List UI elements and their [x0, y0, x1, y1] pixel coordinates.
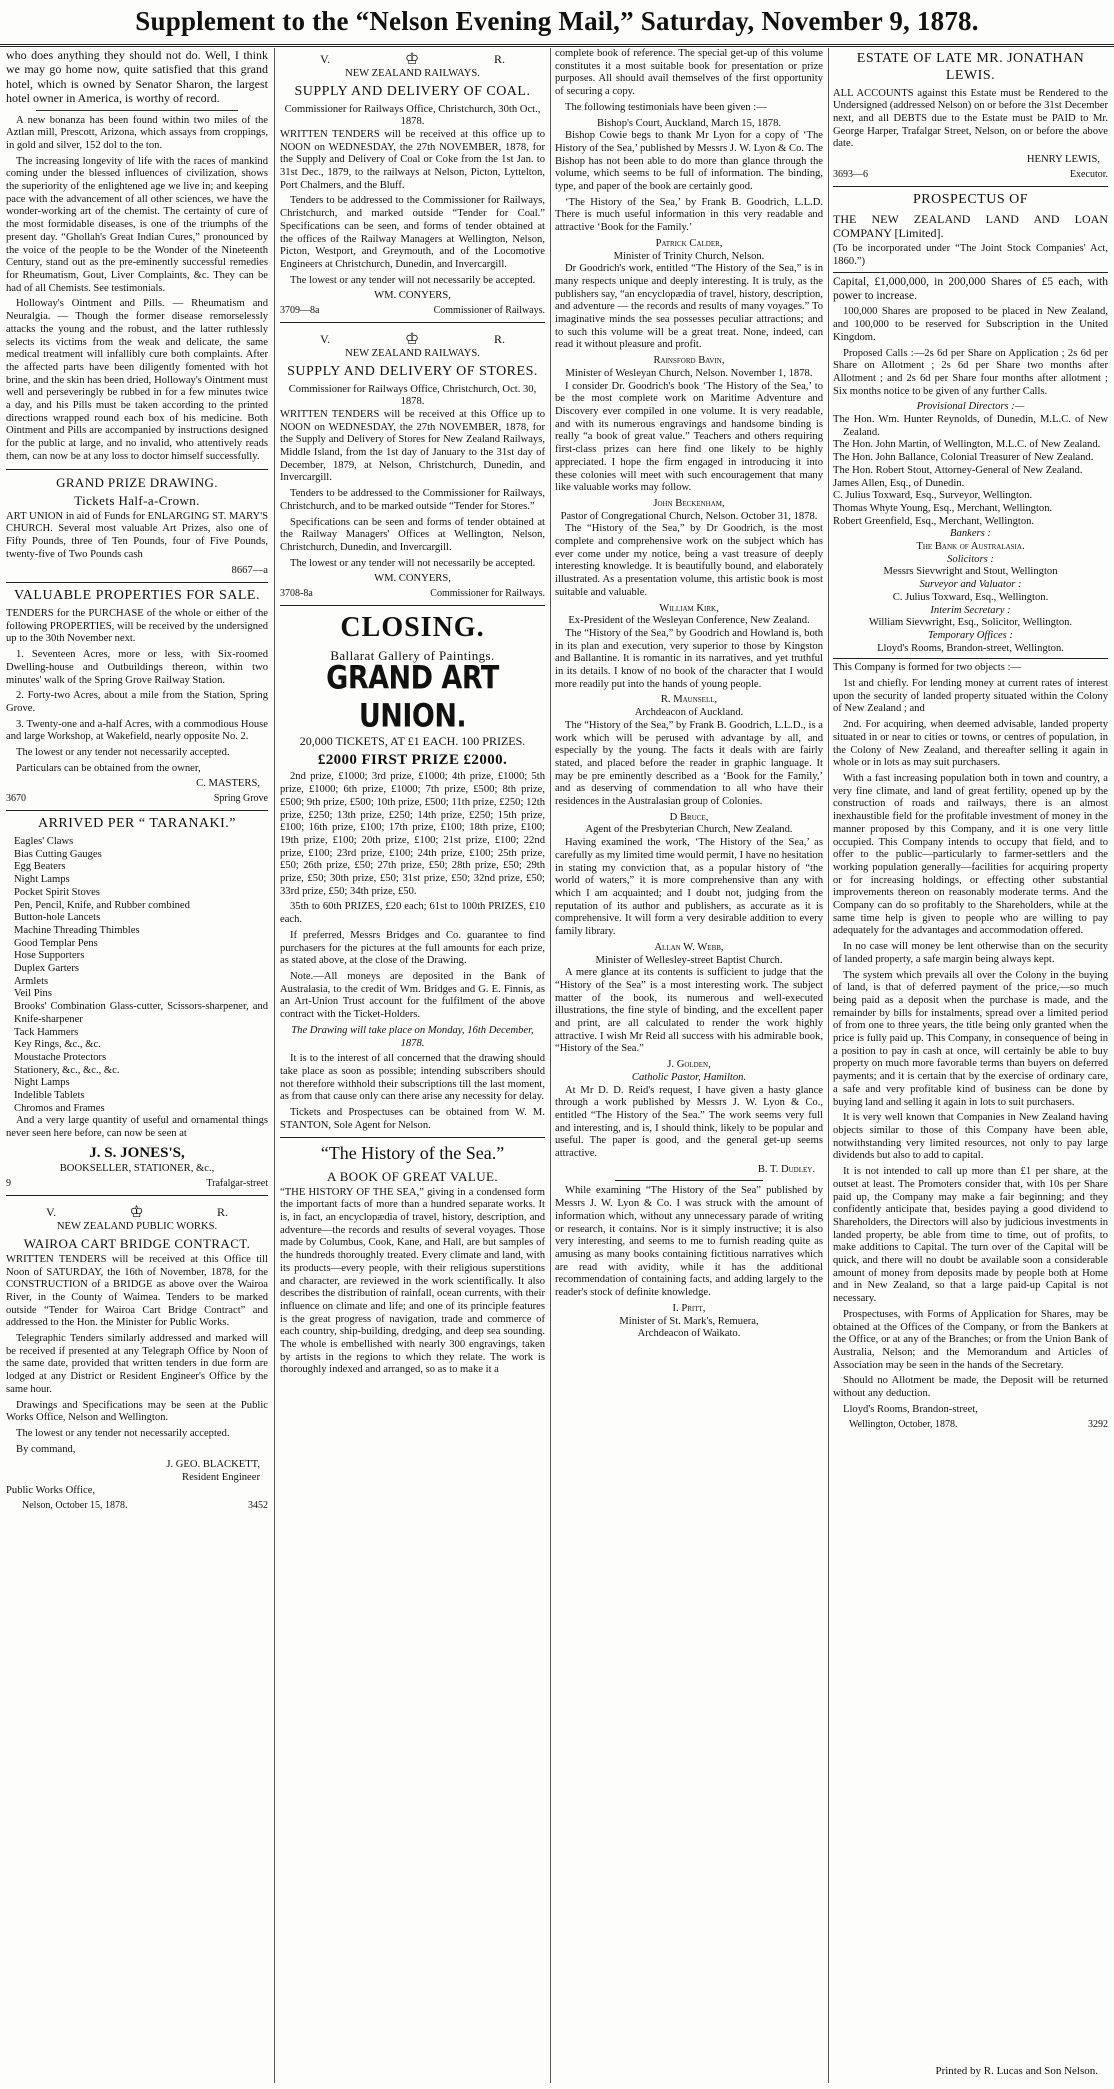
shop-name: J. S. JONES'S,: [89, 1144, 185, 1161]
t6-body: The “History of the Sea,” by Goodrich and Howland is, both in its plan and execution, very superior to those by Kingston and Ballantine. It is romantic in its narratives, and yet truthful in its details. I know of no book of the character that I would more readily put into the hands of young people.: [555, 627, 823, 690]
director-item: James Allen, Esq., of Dunedin.: [833, 477, 965, 489]
crown-v: V.: [320, 52, 331, 66]
arrived-heading: ARRIVED PER “ TARANAKI.”: [37, 816, 237, 832]
divider: [833, 272, 1108, 273]
column-rule: [274, 48, 275, 2083]
property-1: 1. Seventeen Acres, more or less, with Six-roomed Dwelling-house and Outbuildings thereon, within two minutes' walk of the Spring Grove Railway Station.: [6, 649, 268, 686]
goods-list-item: Good Templar Pens: [14, 937, 98, 949]
estate-signature: HENRY LEWIS,: [1026, 154, 1100, 166]
drawing-date: The Drawing will take place on Monday, 16th December, 1878.: [291, 1024, 534, 1049]
goods-list-item: Tack Hammers: [14, 1026, 79, 1038]
goods-list-item: Bias Cutting Gauges: [14, 848, 102, 860]
history-continued: complete book of reference. The special get-up of this volume constitutes it a most suitable book for presentation or prize purposes. All should avail themselves of the first opportunity of securing a copy.: [555, 48, 823, 98]
t6-signature: R. Maunsell,: [660, 694, 718, 706]
t1-place: Bishop's Court, Auckland, March 15, 1878.: [596, 117, 782, 129]
prize-tickets: Tickets Half-a-Crown.: [74, 493, 200, 509]
t4-body: I consider Dr. Goodrich's book ‘The History of the Sea,’ to be the most complete work on Maritime Adventure and Discovery ever compiled in one volume. It is very readable, and with its numerous engravings and handsome binding is really “a book of great value.” Teachers and others requiring first-class prizes can here find one likely to be highly appreciated. I hope the firm engaged in introducing it into these colonies will meet with such encouragement that many like valuable works may follow.: [555, 380, 823, 494]
stores-signature: WM. CONYERS,: [374, 573, 451, 585]
director-item: Thomas Whyte Young, Esq., Merchant, Wellington.: [833, 502, 1053, 514]
t10-body: At Mr D. D. Reid's request, I have given a hasty glance through a work published by Messrs J. W. Lyon & Co., entitled “The History of the Sea.” The work seems very full and interesting, and is, I should think, likely to be popular and useful. The paper is good, and the general get-up seems attractive.: [555, 1084, 823, 1160]
history-subheading: A BOOK OF GREAT VALUE.: [327, 1169, 498, 1185]
stores-p2: Tenders to be addressed to the Commissioner for Railways, Christchurch, and to be marked outside “Tender for Stores.”: [280, 488, 545, 512]
column-rule: [828, 48, 829, 2083]
coal-heading: SUPPLY AND DELIVERY OF COAL.: [294, 83, 531, 99]
divider: [6, 469, 268, 470]
coal-p2: Tenders to be addressed to the Commissioner for Railways, Christchurch, and marked outside “Tender for Coal.” Specifications can be seen, and forms of tender obtained at the offices of the Railway Managers at Wellington, Nelson, Picton, Westport, and Greymouth, and of the Locomotive Engineers at Christchurch, Dunedin, and Invercargill.: [280, 195, 545, 270]
bridge-office: Public Works Office,: [6, 1484, 96, 1496]
crown-r: R.: [493, 52, 505, 66]
prospectus-p2: In no case will money be lent otherwise than on the security of landed property, a safe margin being always kept.: [833, 941, 1108, 965]
secretary-heading: Interim Secretary :: [930, 604, 1011, 616]
estate-heading: ESTATE OF LATE MR. JONATHAN LEWIS.: [856, 51, 1085, 83]
surveyor: C. Julius Toxward, Esq., Wellington.: [892, 591, 1049, 603]
closing-heading: CLOSING.: [340, 612, 485, 644]
properties-place: Spring Grove: [213, 793, 268, 805]
bridge-drawings: Drawings and Specifications may be seen at the Public Works Office, Nelson and Wellington.: [6, 1399, 268, 1424]
crown-icon: ♔: [129, 1203, 144, 1221]
divider: [615, 1180, 763, 1181]
holloway-paragraph: Holloway's Ointment and Pills. — Rheumatism and Neuralgia. — Though the former disease remorselessly attacks the young and the robust, and the latter ruthlessly selects its victims from the weak and delicate, the same medical treatment will infallibly cure both complaints. After the affected parts have been diligently fomented with hot brine, and the skin has been dried, Holloway's Ointment must well and perseveringly be rubbed in for a few minutes twice a day, and his Pills must be taken according to the printed directions wrapped round each box of his medicine. Both Ointment and Pills are accompanied by instructions designed for the public at large, and no invalid, who attentively reads them, can now be at any loss to doctor himself successfully.: [6, 298, 268, 462]
t1-body: Bishop Cowie begs to thank Mr Lyon for a copy of ‘The History of the Sea,’ published by Messrs J. W. Lyon & Co. The Bishop has not been able to do more than glance through the volume, which seems to be full of information. The binding, type, and paper of the book are certainly good.: [555, 130, 823, 193]
offices: Lloyd's Rooms, Brandon-street, Wellington.: [877, 642, 1064, 654]
coal-title: Commissioner of Railways.: [433, 305, 545, 317]
estate-body: ALL ACCOUNTS against this Estate must be Rendered to the Undersigned (addressed Nelson) on or before the 31st December next, and all DEBTS due to the Estate must be PAID to Mr. George Harper, Trafalgar Street, Nelson, on or before the above date.: [833, 87, 1108, 150]
t8-title: Minister of Wellesley-street Baptist Church.: [595, 954, 783, 966]
column-3: [555, 48, 823, 2083]
t5-signature: William Kirk,: [659, 602, 719, 614]
stores-heading: SUPPLY AND DELIVERY OF STORES.: [287, 363, 538, 379]
column-4: [833, 48, 1108, 2083]
properties-particulars: Particulars can be obtained from the owner,: [16, 762, 201, 774]
shop-address: Trafalgar-street: [206, 1177, 268, 1189]
divider: [6, 1195, 268, 1196]
coal-body: WRITTEN TENDERS will be received at this office up to NOON on WEDNESDAY, the 27th NOVEMBER, 1878, for the Supply and Delivery of Coal or Coke from the 1st Jan. to 31st Dec., 1879, to the railways at Nelson, Picton, Lyttelton, Port Chalmers, and the Bluff.: [280, 128, 545, 191]
divider: [280, 322, 545, 323]
prospectus-ref: 3292: [1088, 1419, 1108, 1431]
t9-title: Catholic Pastor, Hamilton.: [631, 1071, 747, 1083]
coal-signature: WM. CONYERS,: [374, 290, 451, 302]
grand-art-union: GRAND ART UNION.: [326, 659, 499, 736]
t2-body: ‘The History of the Sea,’ by Frank B. Goodrich, L.L.D. There is much useful information in this very readable and attractive ‘Book for the Family.’: [555, 196, 823, 234]
crown-v: V.: [46, 1204, 57, 1219]
bridge-date: Nelson, October 15, 1878.: [22, 1499, 128, 1511]
director-item: The Hon. Robert Stout, Attorney-General of New Zealand.: [833, 464, 1083, 476]
goods-list: [6, 836, 268, 1115]
stores-body: WRITTEN TENDERS will be received at this Office up to NOON on WEDNESDAY, the 27th NOVEMBER, 1878, for the Supply and Delivery of Stores for New Zealand Railways, Middle Island, from the 1st day of January to the 31st day of December, 1879, at Nelson, Christchurch, Dunedin, and Invercargill.: [280, 408, 545, 484]
first-prize: £2000 FIRST PRIZE £2000.: [317, 752, 508, 769]
goods-list-item: Night Lamps: [14, 1077, 70, 1089]
t11-body: While examining “The History of the Sea” published by Messrs J. W. Lyon & Co. I was struck with the amount of information which, without any unnecessary parade of writing or research, it contains. Nor is it simply instructive; it is also very interesting, and seems to me to furnish reading quite as amusing as many books containing fictitious narratives which are read with avidity, while it has the additional recommendation of containing facts, and adding largely to the reader's stock of definite knowledge.: [555, 1185, 823, 1299]
prize-body: ART UNION in aid of Funds for ENLARGING ST. MARY'S CHURCH. Several most valuable Art Prizes, also one of Fifty Pounds, three of Ten Pounds, four of Five Pounds, twenty-five of Two Pounds cash: [6, 510, 268, 560]
t4-signature: John Beckenham,: [653, 497, 725, 509]
bridge-contract-heading: WAIROA CART BRIDGE CONTRACT.: [23, 1236, 251, 1252]
bridge-telegraph: Telegraphic Tenders similarly addressed and marked will be received if presented at any Telegraph Office by Noon of the same date, provided that written tenders in due form are lodged at any District or Resident Engineer's Office by the same hour.: [6, 1333, 268, 1395]
divider: [280, 605, 545, 606]
preference: If preferred, Messrs Bridges and Co. guarantee to find purchasers for the pictures at the full amounts for each prize, as stated above, at the close of the Drawing.: [280, 929, 545, 967]
crown-icon: ♔: [404, 51, 420, 68]
properties-signature: C. MASTERS,: [196, 778, 260, 790]
ghollah-paragraph: The increasing longevity of life with the races of mankind coming under the blessed influences of civilization, shows the superiority of the enlightened age we live in; and keeping pace with the advancement of all other sciences, we have the wonder-working art of the chemist. The certainty of cure of the most formidable diseases, is one of the triumphs of the present day. “Ghollah's Great Indian Cures,” pronounced by the voice of the people to be the Wonder of the Nineteenth Century, stand out as the pre-eminently successful remedies for Rheumatism, Gout, Liver Complaints, &c. They can be had of all Chemists. See testimonials.: [6, 155, 268, 294]
t4-title: Pastor of Congregational Church, Nelson. October 31, 1878.: [560, 510, 818, 522]
object-1: 1st and chiefly. For lending money at current rates of interest upon the security of landed property situated within the Colony of New Zealand ; and: [833, 678, 1108, 715]
properties-intro: TENDERS for the PURCHASE of the whole or either of the following PROPERTIES, will be received by the undersigned up to the 30th November next.: [6, 608, 268, 645]
divider: [833, 658, 1108, 659]
t7-signature: D Bruce,: [669, 811, 709, 823]
divider: [36, 110, 238, 111]
director-item: The Hon. Wm. Hunter Reynolds, of Dunedin, M.L.C. of New Zealand.: [833, 414, 1108, 438]
objects: This Company is formed for two objects :—: [833, 662, 1022, 674]
goods-list-item: Button-hole Lancets: [14, 912, 101, 924]
directors-heading: Provisional Directors :—: [916, 401, 1025, 413]
offices-heading: Temporary Offices :: [928, 629, 1013, 641]
goods-list-item: Duplex Garters: [14, 963, 80, 975]
goods-list-item: Pen, Pencil, Knife, and Rubber combined: [14, 899, 190, 911]
goods-list-item: Night Lamps: [14, 874, 70, 886]
gallery-heading: Ballarat Gallery of Paintings.: [330, 647, 495, 663]
solicitors-heading: Solicitors :: [947, 553, 994, 565]
t8-signature: Allan W. Webb,: [654, 941, 724, 953]
t5-title: Ex-President of the Wesleyan Conference, New Zealand.: [568, 615, 810, 627]
prospectus-date: Wellington, October, 1878.: [849, 1419, 958, 1431]
goods-list-item: Chromos and Frames: [14, 1102, 105, 1114]
goods-list-item: Egg Beaters: [14, 861, 66, 873]
shop-ref: 9: [6, 1177, 11, 1189]
properties-heading: VALUABLE PROPERTIES FOR SALE.: [14, 588, 260, 604]
bankers: The Bank of Australasia.: [916, 541, 1025, 553]
bridge-title: Resident Engineer: [182, 1472, 260, 1484]
bridge-tender-body: WRITTEN TENDERS will be received at this Office till Noon of SATURDAY, the 16th of November, 1878, for the CONSTRUCTION of a BRIDGE as above over the Wairoa River, in the County of Waimea. Tenders to be marked outside “Tender for Wairoa Cart Bridge Contract” and addressed to the Hon. the Minister for Public Works.: [6, 1253, 268, 1329]
bridge-ref: 3452: [248, 1499, 268, 1511]
crown-v: V.: [320, 332, 331, 347]
director-item: Robert Greenfield, Esq., Merchant, Wellington.: [833, 515, 1035, 527]
surveyor-heading: Surveyor and Valuator :: [919, 579, 1022, 591]
goods-list-item: Brooks' Combination Glass-cutter, Scissors-sharpener, and Knife-sharpener: [14, 1001, 268, 1025]
t3-body: Dr Goodrich's work, entitled “The History of the Sea,” is in many respects unique and deeply interesting. It is truly, as the publishers say, “an encyclopædia of travel, history, description, and adventure — the records and results of many voyages.” To imaginative minds the sea possesses peculiar attractions; and to such this volume will be a great treat. None, indeed, can read it without pleasure and profit.: [555, 263, 823, 351]
estate-title: Executor.: [1069, 168, 1108, 180]
object-2: 2nd. For acquiring, when deemed advisable, landed property situated in or near to cities or towns, or centres of population, in the Colony of New Zealand, and thereafter selling it again in whole or in lots as may suit purchasers.: [833, 719, 1108, 769]
crown-r: R.: [216, 1204, 228, 1219]
t5-body: The “History of the Sea,” by Dr Goodrich, is the most complete and comprehensive work on the subject which has ever come under my notice, being a vast treasure of deeply interesting knowledge. It is beautifully bound, and elaborately illustrated. As a presentation volume, this artistic book is most suitable and valuable.: [555, 523, 823, 598]
stores-p3: Specifications can be seen and forms of tender obtained at the Railway Managers' Offices at Wellington, Nelson, Christchurch, Dunedin, and Invercargill.: [280, 516, 545, 553]
properties-note: The lowest or any tender not necessarily accepted.: [16, 747, 230, 759]
prospectus-heading: PROSPECTUS OF: [912, 191, 1029, 207]
director-item: C. Julius Toxward, Esq., Surveyor, Wellington.: [833, 490, 1033, 502]
t6-title: Archdeacon of Auckland.: [634, 707, 744, 719]
goods-list-item: Indelible Tablets: [14, 1090, 85, 1102]
director-item: The Hon. John Ballance, Colonial Treasurer of New Zealand.: [833, 452, 1094, 464]
prospectus-p1: With a fast increasing population both in town and country, a very fine climate, and land of great fertility, opened up by the construction of roads and railways, there is an almost inexhaustible field for the profitable investment of money in the manner proposed by this Company, and it is one very little occupied. This Company intends to occupy that field, and to offer to the public—particularly to farmer-settlers and the working population generally—facilities for acquiring property or for increasing holdings, or effecting other substantial improvements thereon on reasonably moderate terms. And the Company can do so profitably to the Shareholders, while at the same time help is given to people who are willing to pay adequately for the advantages and accommodation offered.: [833, 773, 1108, 937]
secretary: William Sievwright, Esq., Solicitor, Wellington.: [868, 617, 1073, 629]
property-3: 3. Twenty-one and a-half Acres, with a commodious House and large Workshop, at Wakefield, nearly opposite No. 2.: [6, 718, 268, 743]
divider: [6, 810, 268, 811]
divider: [833, 186, 1108, 187]
note: Note.—All moneys are deposited in the Bank of Australasia, to the credit of Wm. Bridges and G. E. Finnis, as an Art-Union Trust account for the fulfilment of the above contract with the Ticket-Holders.: [280, 971, 545, 1021]
prospectus-p7: Should no Allotment be made, the Deposit will be returned without any deduction.: [833, 1375, 1108, 1400]
divider: [6, 582, 268, 583]
prospectus-address: Lloyd's Rooms, Brandon-street,: [843, 1403, 978, 1415]
capital: Capital, £1,000,000, in 200,000 Shares of £5 each, with power to increase.: [833, 275, 1108, 302]
column-1: [6, 48, 268, 2083]
t9-signature: J. Golden,: [667, 1059, 711, 1071]
shop-trade: BOOKSELLER, STATIONER, &c.,: [59, 1162, 215, 1174]
goods-list-item: Eagles' Claws: [14, 835, 74, 847]
prospectus-incorporation: (To be incorporated under “The Joint Stock Companies' Act, 1860.”): [833, 243, 1108, 268]
more-prizes: 35th to 60th PRIZES, £20 each; 61st to 100th PRIZES, £10 each.: [280, 901, 545, 926]
bridge-command: By command,: [16, 1443, 76, 1455]
prospectus-p3: The system which prevails all over the Colony in the buying of land, is that of deferred payment of the price,—so much being paid as a deposit when the purchase is made, and the remainder by bills for instalments, spread over a limited period of from one to three years, the title being only granted when the price is fully paid up. This Company, in consequence of being in a position to pay in cash at once, will certainly be able to buy property on much more favorable terms than buyers on deferred payments; and it is certain that by the exercise of ordinary care, a safe and very profitable kind of business can be done by buying land and selling it again in lots to suit purchasers.: [833, 969, 1108, 1108]
t11-title-2: Archdeacon of Waikato.: [637, 1328, 741, 1340]
goods-list-item: Armlets: [14, 975, 49, 987]
stores-p4: The lowest or any tender will not necessarily be accepted.: [290, 557, 536, 569]
history-body: “THE HISTORY OF THE SEA,” giving in a condensed form the important facts of more than a hundred separate works. It is, in fact, an encyclopædia of travel, history, description, and adventure—the records and results of several voyages. Those made by Columbus, Cook, Kane, and Hall, are but samples of the hundreds thoroughly treated. Every climate and land, with its products—every people, with their religious superstitions and character, are reviewed in the work scientifically. It also describes the distribution of rainfall, ocean currents, with their influence on climate and life; and one of its principle features is the great progress of navigation, trade and commerce of each country, ship-building, dredging, and deep sea sounding. The whole is embellished with nearly 300 engravings, taken by artists in the regions to which they relate. The work is thoroughly indexed and arranged, so as to make it a: [280, 1186, 545, 1376]
goods-tail: And a very large quantity of useful and ornamental things never seen here before, can now be seen at: [6, 1115, 268, 1140]
goods-list-item: Veil Pins: [14, 988, 52, 1000]
estate-ref: 3693—6: [833, 168, 868, 180]
coal-p3: The lowest or any tender will not necessarily be accepted.: [290, 274, 536, 286]
calls: Proposed Calls :—2s 6d per Share on Application ; 2s 6d per Share on Allotment ; 2s 6d per Share two months after Allotment ; and 2s 6d per Share four months after allotment ; Six months notice to be given of any further Calls.: [833, 347, 1108, 397]
goods-list-item: Key Rings, &c., &c.: [14, 1039, 101, 1051]
t7-body: The “History of the Sea,” by Frank B. Goodrich, L.L.D., is a work which will be perused with advantage by all, and especially by the young. The facts it deals with are fairly stated, and placed before the reader in graphic language. It may be pre eminently described as a ‘Book for the Family,’ and as deserving of commendation to all who have their residences in the Australasian group of Colonies.: [555, 719, 823, 808]
stores-ref: 3708-8a: [280, 588, 313, 600]
directors-list: [833, 414, 1108, 528]
interest: It is to the interest of all concerned that the drawing should take place as soon as possible; intending subscribers should not therefore withhold their subscriptions till the last moment, as from that cause only can there arise any necessity for delay.: [280, 1053, 545, 1103]
bridge-lowest: The lowest or any tender not necessarily accepted.: [16, 1428, 230, 1439]
t3-title: Minister of Wesleyan Church, Nelson. November 1, 1878.: [565, 367, 813, 379]
goods-list-item: Moustache Protectors: [14, 1051, 107, 1063]
agent: Tickets and Prospectuses can be obtained from W. M. STANTON, Sole Agent for Nelson.: [280, 1107, 545, 1131]
t8-body: Having examined the work, ‘The History of the Sea,’ as carefully as my limited time would permit, I have no hesitation in stating my conviction that, as a popular history of “the world of waters,” it is more comprehensive than any with which I am acquainted; and I doubt not, judging from the reputation of its author and publishers, as accurate as it is comprehensive. It will form a very desirable addition to every family library.: [555, 837, 823, 938]
goods-list-item: Pocket Spirit Stoves: [14, 886, 100, 898]
column-rule: [550, 48, 551, 2083]
t2-title: Minister of Trinity Church, Nelson.: [613, 250, 765, 262]
bankers-heading: Bankers :: [950, 528, 991, 540]
t10-signature: B. T. Dudley.: [757, 1163, 815, 1175]
property-2: 2. Forty-two Acres, about a mile from the Station, Spring Grove.: [6, 690, 268, 714]
testimonials-intro: The following testimonials have been given :—: [565, 101, 767, 113]
t3-signature: Rainsford Bavin,: [653, 355, 725, 367]
goods-list-item: Hose Supporters: [14, 950, 85, 962]
t11-title-1: Minister of St. Mark's, Remuera,: [619, 1315, 759, 1327]
column-2: [280, 48, 545, 2083]
t2-signature: Patrick Calder,: [655, 237, 723, 249]
lead-paragraph: who does anything they should not do. Well, I think we may go home now, quite satisfied that this grand hotel, which is owned by Senator Sharon, the largest hotel owner in America, is worthy of record.: [6, 48, 268, 106]
director-item: The Hon. John Martin, of Wellington, M.L.C. of New Zealand.: [833, 439, 1101, 451]
t7-title: Agent of the Presbyterian Church, New Zealand.: [585, 824, 793, 836]
shares: 100,000 Shares are proposed to be placed in New Zealand, and 100,000 to be reserved for Subscription in the United Kingdom.: [833, 306, 1108, 343]
stores-from: Commissioner for Railways Office, Christchurch, Oct. 30, 1878.: [288, 383, 537, 408]
prize-list: 2nd prize, £1000; 3rd prize, £1000; 4th prize, £1000; 5th prize, £1000; 6th prize, £1000; 7th prize, £500; 8th prize, £500; 9th prize, £500; 10th prize, £500; 11th prize, £250; 12th prize, £250; 13th prize, £250; 14th prize, £250; 15th prize, £100; 16th prize, £100; 17th prize, £100; 18th prize, £100; 19th prize, £100; 20th prize, £100; 21st prize, £100; 22nd prize, £100; 23rd prize, £100; 24th prize, £100; 25th prize, £50; 26th prize, £50; 27th prize, £50; 28th prize, £50; 29th prize, £50; 30th prize, £50; 31st prize, £50; 32nd prize, £50; 33rd prize, £50; 34th prize, £50.: [280, 771, 545, 897]
prize-ref: 8667—a: [231, 564, 268, 576]
coal-ref: 3709—8a: [280, 305, 320, 317]
t11-signature: I. Pritt,: [672, 1302, 706, 1314]
solicitors: Messrs Sievwright and Stout, Wellington: [883, 566, 1058, 578]
crown-r: R.: [493, 332, 505, 347]
railways-dept: NEW ZEALAND RAILWAYS.: [345, 348, 480, 360]
t9-body: A mere glance at its contents is sufficient to judge that the “History of the Sea” is a most interesting work. The subject matter of the book, its numerous and well-executed illustrations, the fine style of binding, and the excellent paper and print, are all calculated to render the work highly attractive. I wish Mr Reid all success with his admirable book, “History of the Sea.”: [555, 967, 823, 1055]
prospectus-p4: It is very well known that Companies in New Zealand having objects similar to those of this Company have been able, notwithstanding very limited resources, not only to pay large dividends but also to add to capital.: [833, 1112, 1108, 1162]
prospectus-company: THE NEW ZEALAND LAND AND LOAN COMPANY [Limited].: [833, 211, 1108, 240]
prize-heading: GRAND PRIZE DRAWING.: [56, 474, 218, 490]
goods-list-item: Stationery, &c., &c., &c.: [14, 1064, 120, 1076]
page-title: Supplement to the “Nelson Evening Mail,” Saturday, November 9, 1878.: [135, 6, 979, 36]
prospectus-p6: Prospectuses, with Forms of Application for Shares, may be obtained at the Offices of the Company, or from the Bankers at the Office, or at any of the Branches; or from the Union Bank of Australia, Nelson; and the Memorandum and Articles of Association may be seen in the hands of the Secretary.: [833, 1308, 1108, 1371]
tickets-line: 20,000 TICKETS, AT £1 EACH. 100 PRIZES.: [299, 734, 526, 749]
page-body: [6, 48, 1108, 2083]
history-heading: “The History of the Sea.”: [320, 1143, 505, 1164]
masthead: [0, 0, 1114, 47]
railways-dept: NEW ZEALAND RAILWAYS.: [345, 68, 480, 79]
public-works-dept: NEW ZEALAND PUBLIC WORKS.: [56, 1220, 218, 1232]
crown-icon: ♔: [404, 331, 420, 349]
prospectus-p5: It is not intended to call up more than £1 per share, at the outset at least. The Promoters consider that, with 10s per Share paid up, the Company may make a fair beginning; and they confidently anticipate that, besides paying a good dividend to Shareholders, the Directors will also by judicious investments in landed property, be able from time to time, out of profits, to make additions to Capital. The turn over of the Capital will be quick, and there will no doubt be available soon a considerable amount of money from deposits made by people both at Home and in New Zealand, so that a large paid-up Capital is not necessary.: [833, 1166, 1108, 1305]
stores-title: Commissioner for Railways.: [430, 588, 545, 600]
bonanza-paragraph: A new bonanza has been found within two miles of the Aztlan mill, Prescott, Arizona, which assays from croppings, in gold and silver, 152 dol to the ton.: [6, 114, 268, 151]
divider: [280, 1137, 545, 1138]
coal-from: Commissioner for Railways Office, Christchurch, 30th Oct., 1878.: [284, 103, 541, 128]
bridge-signature: J. GEO. BLACKETT,: [166, 1459, 260, 1471]
goods-list-item: Machine Threading Thimbles: [14, 924, 140, 936]
printer-line: Printed by R. Lucas and Son Nelson.: [935, 2065, 1098, 2077]
properties-ref: 3670: [6, 793, 26, 805]
